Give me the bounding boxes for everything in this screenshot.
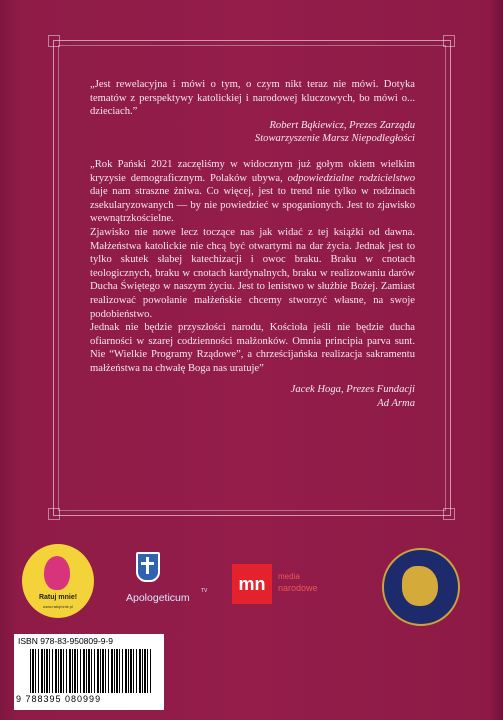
barcode-digits: 9 788395 080999: [16, 694, 102, 704]
apologeticum-logo: Apologeticum TV: [126, 552, 206, 622]
frame-corner: [443, 508, 455, 520]
emphasis: odpowiedzialne rodzicielstwo: [287, 172, 415, 184]
fetus-icon: [44, 556, 70, 590]
lion-emblem-icon: [402, 566, 438, 606]
isbn-label: ISBN 978-83-950809-9-9: [18, 636, 113, 646]
quote-1-author-org: Stowarzyszenie Marsz Niepodległości: [254, 133, 415, 145]
institute-seal-logo: [382, 548, 460, 626]
quote-1: „Jest rewelacyjna i mówi o tym, o czym nikt teraz nie mówi. Dotyka tematów z perspektywy katolickiej i narodowej kluczowych, bo mówi o... dzieciach.”: [90, 79, 415, 118]
publisher-logos: [0, 540, 503, 630]
frame-corner: [48, 35, 60, 47]
quote-2-para-1: „Rok Pański 2021 zaczęliśmy w widocznym już gołym okiem wielkim kryzysie demograficznym. Polaków ubywa, odpowiedzialne rodzicielstwo daje nam straszne żniwa. Co więcej, jest to trend nie tylko w rodzinach zsekularyzowanych — by nie powiedzieć w spoganionych. Jest to zjawisko wewnątrzkościelne.: [90, 158, 415, 225]
isbn-barcode-box: [14, 634, 164, 710]
blurb-text: [90, 78, 415, 411]
quote-2-para-2: Zjawisko nie nowe lecz toczące nas jak widać z tej książki od dawna. Małżeństwa katolickie nie chcą być otwartymi na dar życia. Jednak jest to tylko skutek słabej katechizacji i owoc braku. Braku w cnotach teologicznych, braku w cnotach kardynalnych, braku w realizowaniu darów Ducha Świętego w naszym życiu. Jest to lenistwo w służbie Bożej. Zamiast realizować powołanie małżeńskie chcemy stworzyć własne, na swoje podobieństwo.: [90, 226, 415, 320]
ratuj-mnie-logo: Ratuj mnie! www.ratujmnie.pl: [22, 544, 94, 618]
frame-corner: [48, 508, 60, 520]
cross-shield-icon: [136, 552, 160, 582]
quote-2-author-org: Ad Arma: [377, 398, 415, 410]
barcode-icon: [30, 649, 152, 693]
quote-2-para-3: Jednak nie będzie przyszłości narodu, Kościoła jeśli nie będzie ducha ofiarności w szarej codzienności małżonków. Omnia principia parva sunt. Nie “Wielkie Programy Rządowe”, a chrześcijańska realizacja sakramentu małżeństwa na chwałę Boga nas uratuje”: [90, 322, 415, 374]
media-narodowe-logo: mn media narodowe: [232, 564, 352, 604]
frame-corner: [443, 35, 455, 47]
quote-1-author-name: Robert Bąkiewicz, Prezes Zarządu: [269, 119, 415, 131]
quote-2-author-name: Jacek Hoga, Prezes Fundacji: [290, 384, 415, 396]
